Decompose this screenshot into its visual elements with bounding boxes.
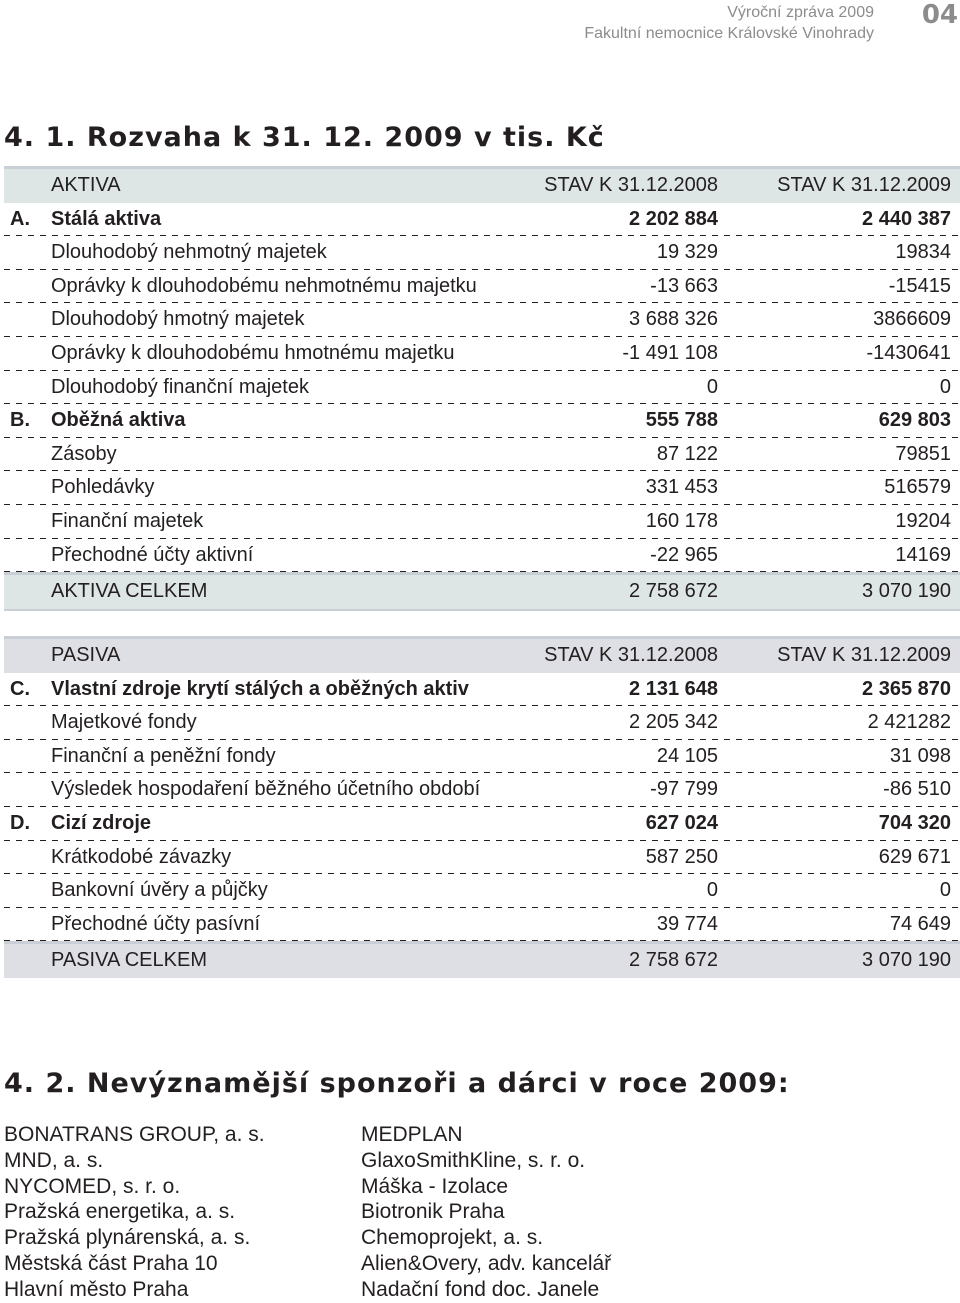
pasiva-total-label: PASIVA CELKEM — [51, 949, 207, 972]
row-label: Majetkové fondy — [51, 711, 197, 734]
pasiva-header-col-2009: STAV K 31.12.2009 — [777, 644, 951, 666]
aktiva-total-row — [4, 572, 960, 611]
sponsor-item: GlaxoSmithKline, s. r. o. — [361, 1148, 586, 1172]
value-2008: -1 491 108 — [622, 341, 718, 364]
report-title: Výroční zpráva 2009 — [727, 4, 874, 21]
sponsor-item: NYCOMED, s. r. o. — [4, 1174, 181, 1198]
pasiva-table — [4, 636, 960, 978]
pasiva-row — [4, 908, 960, 942]
sponsor-item: MEDPLAN — [361, 1123, 463, 1146]
sponsors-title: 4. 2. Nevýznamější sponzoři a dárci v roce 2009: — [4, 1068, 790, 1099]
value-2008: 627 024 — [645, 811, 718, 834]
row-label: Cizí zdroje — [51, 811, 152, 834]
value-2008: 2 202 884 — [629, 207, 718, 230]
value-2009: 31 098 — [889, 744, 951, 767]
row-label: Výsledek hospodaření běžného účetního období — [51, 778, 481, 801]
row-prefix: A. — [10, 207, 30, 230]
value-2009: 19834 — [895, 241, 951, 264]
aktiva-row — [4, 471, 960, 505]
row-label: Finanční majetek — [51, 509, 204, 532]
aktiva-header-col-2008: STAV K 31.12.2008 — [544, 174, 718, 196]
aktiva-row — [4, 505, 960, 539]
value-2009: 2 421282 — [867, 711, 951, 734]
row-label: Přechodné účty pasívní — [51, 912, 261, 935]
value-2009: 3866609 — [873, 308, 951, 331]
row-label: Oprávky k dlouhodobému nehmotnému majetku — [51, 274, 477, 297]
value-2009: 19204 — [895, 509, 951, 532]
aktiva-row — [4, 270, 960, 304]
row-label: Bankovní úvěry a půjčky — [51, 879, 268, 902]
aktiva-total-label: AKTIVA CELKEM — [51, 580, 208, 603]
value-2009: 0 — [939, 879, 951, 902]
value-2009: -1430641 — [866, 341, 951, 364]
value-2009: 74 649 — [889, 912, 951, 935]
value-2008: -13 663 — [650, 274, 718, 297]
value-2009: 704 320 — [878, 811, 951, 834]
sponsor-item: Nadační fond doc. Janele — [361, 1277, 600, 1301]
value-2009: 0 — [939, 375, 951, 398]
sponsor-item: Pražská energetika, a. s. — [4, 1200, 236, 1224]
value-2008: 19 329 — [656, 241, 718, 264]
sponsor-item: Máška - Izolace — [361, 1174, 509, 1198]
pasiva-row — [4, 874, 960, 908]
value-2009: 516579 — [884, 476, 951, 499]
value-2008: 0 — [706, 375, 718, 398]
aktiva-total-2008: 2 758 672 — [629, 580, 718, 603]
sponsors-right-list — [361, 1122, 611, 1303]
pasiva-header-col-2008: STAV K 31.12.2008 — [544, 644, 718, 666]
value-2008: 587 250 — [645, 845, 718, 868]
sponsor-item: MND, a. s. — [4, 1148, 104, 1172]
aktiva-row — [4, 404, 960, 438]
pasiva-row — [4, 706, 960, 740]
value-2008: -22 965 — [650, 543, 718, 566]
sponsor-item: BONATRANS GROUP, a. s. — [4, 1123, 265, 1146]
value-2008: 3 688 326 — [629, 308, 718, 331]
value-2009: 2 365 870 — [862, 677, 951, 700]
row-label: Krátkodobé závazky — [51, 845, 232, 868]
pasiva-total-2008: 2 758 672 — [629, 949, 718, 972]
value-2008: 555 788 — [645, 409, 718, 432]
value-2008: -97 799 — [650, 778, 718, 801]
pasiva-row — [4, 841, 960, 875]
aktiva-row — [4, 303, 960, 337]
aktiva-header-col-2009: STAV K 31.12.2009 — [777, 174, 951, 196]
pasiva-row — [4, 740, 960, 774]
aktiva-row — [4, 539, 960, 573]
pasiva-rows — [4, 673, 960, 942]
row-prefix: B. — [10, 409, 30, 432]
sponsor-item: Městská část Praha 10 — [4, 1251, 218, 1275]
row-label: Oprávky k dlouhodobému hmotnému majetku — [51, 341, 455, 364]
value-2008: 2 205 342 — [629, 711, 718, 734]
aktiva-row — [4, 438, 960, 472]
pasiva-row — [4, 773, 960, 807]
aktiva-table — [4, 166, 960, 611]
row-label: Dlouhodobý finanční majetek — [51, 375, 309, 398]
pasiva-header-label: PASIVA — [51, 644, 121, 666]
row-label: Přechodné účty aktivní — [51, 543, 254, 566]
sponsors-left-list — [4, 1122, 265, 1303]
pasiva-total-2009: 3 070 190 — [862, 949, 951, 972]
sponsor-item: Chemoprojekt, a. s. — [361, 1226, 544, 1250]
pasiva-header-row — [4, 636, 960, 673]
row-label: Finanční a peněžní fondy — [51, 744, 276, 767]
aktiva-header-label: AKTIVA — [51, 174, 121, 196]
value-2009: 629 803 — [878, 409, 951, 432]
sponsor-item: Biotronik Praha — [361, 1200, 505, 1224]
hospital-name: Fakultní nemocnice Královské Vinohrady — [584, 25, 874, 42]
row-label: Pohledávky — [51, 476, 155, 499]
row-label: Stálá aktiva — [51, 207, 162, 230]
value-2008: 87 122 — [656, 442, 718, 465]
aktiva-row — [4, 337, 960, 371]
aktiva-rows — [4, 203, 960, 573]
value-2008: 24 105 — [656, 744, 718, 767]
row-prefix: D. — [10, 811, 30, 834]
aktiva-header-row — [4, 166, 960, 203]
aktiva-row — [4, 236, 960, 270]
value-2008: 39 774 — [656, 912, 718, 935]
row-prefix: C. — [10, 677, 30, 700]
row-label: Zásoby — [51, 442, 117, 465]
value-2008: 2 131 648 — [629, 677, 718, 700]
sponsor-item: Pražská plynárenská, a. s. — [4, 1226, 251, 1250]
page-number: 04 — [921, 0, 958, 30]
value-2009: 14169 — [895, 543, 951, 566]
sponsor-item: Hlavní město Praha — [4, 1277, 189, 1301]
value-2008: 331 453 — [645, 476, 718, 499]
pasiva-row — [4, 673, 960, 707]
aktiva-row — [4, 203, 960, 237]
value-2008: 0 — [706, 879, 718, 902]
aktiva-row — [4, 371, 960, 405]
pasiva-row — [4, 807, 960, 841]
value-2009: -15415 — [888, 274, 951, 297]
value-2009: -86 510 — [883, 778, 951, 801]
row-label: Dlouhodobý nehmotný majetek — [51, 241, 327, 264]
aktiva-total-2009: 3 070 190 — [862, 580, 951, 603]
row-label: Dlouhodobý hmotný majetek — [51, 308, 305, 331]
balance-sheet-title: 4. 1. Rozvaha k 31. 12. 2009 v tis. Kč — [4, 122, 605, 153]
pasiva-total-row — [4, 941, 960, 978]
row-label: Oběžná aktiva — [51, 409, 186, 432]
running-header — [584, 2, 874, 44]
value-2009: 79851 — [895, 442, 951, 465]
sponsor-item: Alien&Overy, adv. kancelář — [361, 1251, 612, 1275]
value-2008: 160 178 — [645, 509, 718, 532]
value-2009: 2 440 387 — [862, 207, 951, 230]
row-label: Vlastní zdroje krytí stálých a oběžných aktiv — [51, 677, 469, 700]
value-2009: 629 671 — [878, 845, 951, 868]
